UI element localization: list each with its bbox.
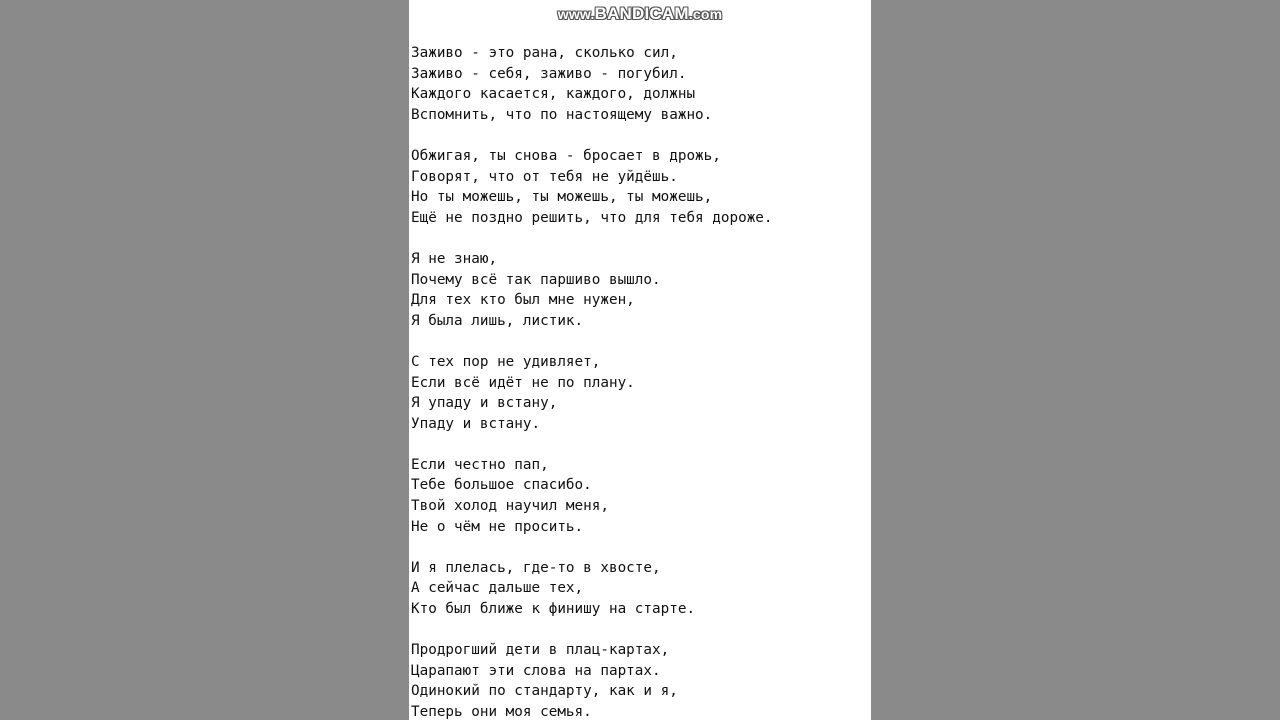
lyric-line: Если всё идёт не по плану. — [411, 374, 635, 391]
stanza — [411, 558, 869, 620]
lyric-line: С тех пор не удивляет, — [411, 353, 601, 370]
lyric-line: Продрогший дети в плац-картах, — [411, 642, 670, 659]
document-page — [409, 0, 871, 720]
watermark-suffix: .com — [688, 6, 723, 22]
stanza — [411, 146, 869, 228]
lyric-line: Заживо - это рана, сколько сил, — [411, 45, 678, 61]
stanza — [411, 455, 869, 537]
lyric-line: Если честно пап, — [411, 456, 549, 473]
stanza — [411, 43, 869, 125]
lyrics-text — [411, 43, 869, 720]
lyric-line: Одинокий по стандарту, как и я, — [411, 683, 678, 700]
lyric-line: Упаду и встану. — [411, 415, 541, 432]
lyric-line: Каждого касается, каждого, должны — [411, 86, 696, 103]
lyric-line: Заживо - себя, заживо - погубил. — [411, 65, 687, 82]
stanza — [411, 249, 869, 331]
lyric-line: Говорят, что от тебя не уйдёшь. — [411, 168, 678, 185]
lyric-line: Царапают эти слова на партах. — [411, 662, 661, 679]
stanza — [411, 352, 869, 434]
lyric-line: Но ты можешь, ты можешь, ты можешь, — [411, 189, 713, 206]
lyric-line: Для тех кто был мне нужен, — [411, 292, 635, 309]
lyric-line: И я плелась, где-то в хвосте, — [411, 559, 661, 576]
watermark-brand: BANDICAM — [594, 4, 689, 23]
lyric-line: Почему всё так паршиво вышло. — [411, 271, 661, 288]
stanza — [411, 640, 869, 720]
lyric-line: Я была лишь, листик. — [411, 312, 584, 329]
bandicam-watermark — [409, 4, 871, 24]
lyric-line: Я не знаю, — [411, 250, 498, 267]
lyric-line: Твой холод научил меня, — [411, 498, 609, 515]
lyric-line: Не о чём не просить. — [411, 518, 584, 535]
lyric-line: Тебе большое спасибо. — [411, 477, 592, 494]
lyric-line: Ещё не поздно решить, что для тебя дороже. — [411, 209, 773, 226]
lyric-line: Вспомнить, что по настоящему важно. — [411, 106, 713, 123]
lyric-line: Обжигая, ты снова - бросает в дрожь, — [411, 147, 721, 164]
lyric-line: Кто был ближе к финишу на старте. — [411, 601, 696, 618]
watermark-prefix: www. — [557, 6, 595, 22]
lyric-line: Теперь они моя семья. — [411, 704, 592, 720]
lyric-line: А сейчас дальше тех, — [411, 580, 584, 597]
lyric-line: Я упаду и встану, — [411, 395, 558, 412]
